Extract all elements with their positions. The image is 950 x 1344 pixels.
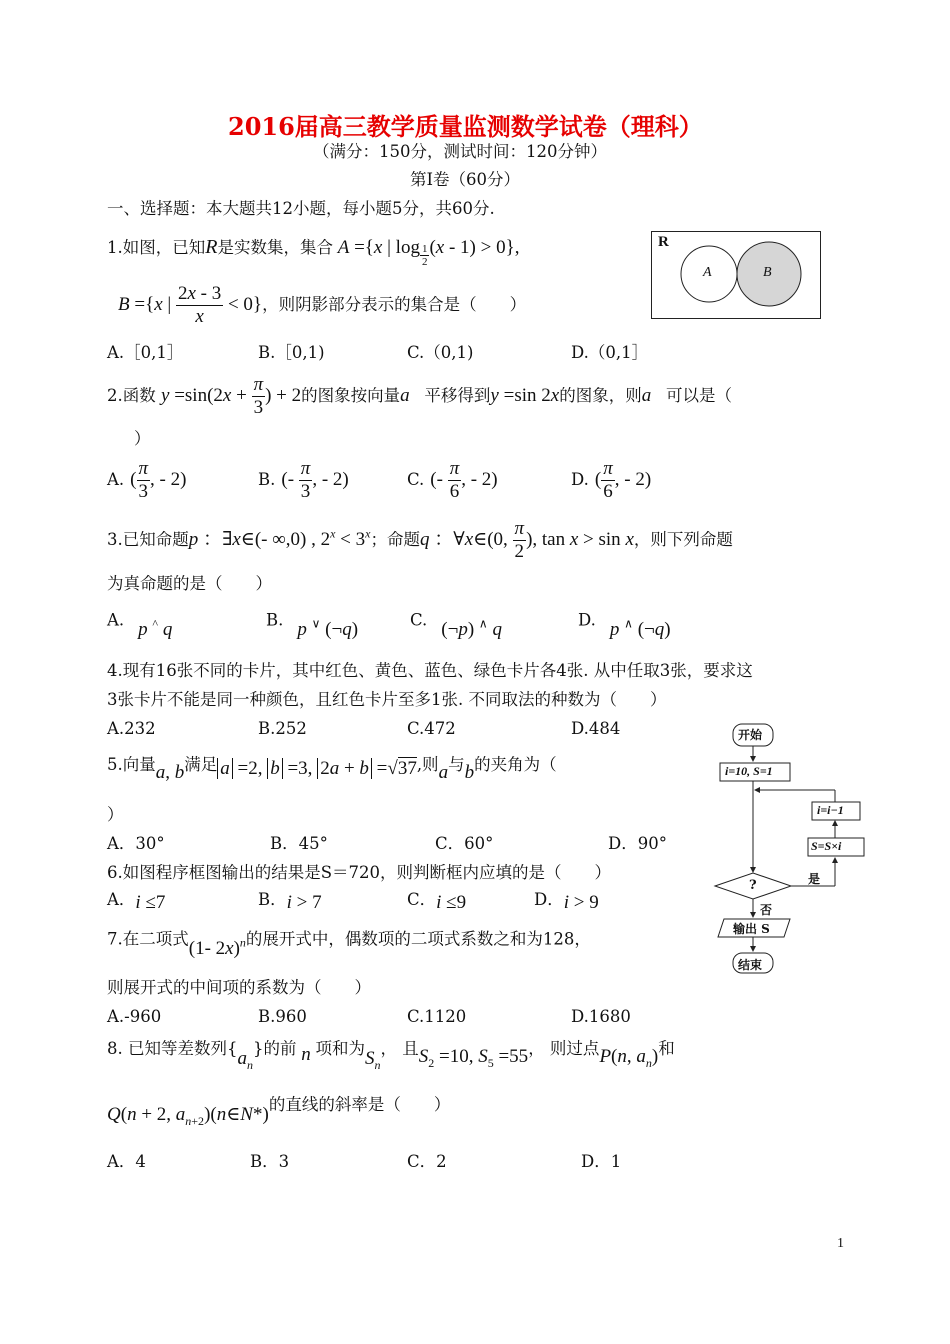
q4-choice-d[interactable]: D.484 — [571, 719, 621, 738]
q4-choice-b[interactable]: B.252 — [258, 719, 307, 738]
venn-diagram — [651, 231, 821, 319]
q1-choice-b[interactable]: B.［0,1) — [258, 343, 325, 362]
q7-choice-d[interactable]: D.1680 — [571, 1007, 631, 1026]
q6-choice-b[interactable]: B．i > 7 — [258, 890, 322, 913]
q1-line1: 1.如图，已知R是实数集，集合 A ={x | log $_{\frac{1}{2}}$ (x - 1) > 0}, — [107, 236, 520, 268]
exam-subtitle: （满分：150分，测试时间：120分钟） — [313, 142, 607, 161]
venn-svg — [652, 232, 820, 318]
q3-line1: 3.已知命题p ：∃x∈(- ∞,0) , $2^x < 3^x$；命题q ：∀x∈(0, $\frac{\pi}{2}$ ), tan x > sin x，则下列命题 — [107, 518, 733, 562]
flowchart — [700, 718, 880, 978]
q7-choice-c[interactable]: C.1120 — [407, 1007, 467, 1026]
q7-line1: 7.在二项式(1- 2x)$^n$的展开式中，偶数项的二项式系数之和为128， — [107, 929, 591, 960]
flow-condition: ? — [749, 878, 757, 893]
q3-line2: 为真命题的是（ ） — [107, 574, 272, 593]
page-title: 2016届高三教学质量监测数学试卷（理科） — [228, 112, 703, 141]
q1-choice-a[interactable]: A.［0,1］ — [107, 343, 184, 362]
vector-a: a⃗ — [400, 384, 425, 406]
q4-line2: 3张卡片不能是同一种颜色，且红色卡片至多1张. 不同取法的种数为（ ） — [107, 690, 667, 709]
flow-multiply: S=S×i — [811, 839, 842, 853]
volume-heading: 第Ⅰ卷（60分） — [410, 170, 521, 189]
q5-choice-d[interactable]: D．90° — [608, 834, 667, 853]
venn-b-label: B — [763, 265, 772, 280]
q1-choice-c[interactable]: C.（0,1) — [407, 343, 474, 362]
flowchart-svg — [700, 718, 880, 978]
section-heading: 一、选择题：本大题共12小题，每小题5分，共60分. — [107, 199, 495, 218]
q6-text: 6.如图程序框图输出的结果是S＝720，则判断框内应填的是（ ） — [107, 863, 612, 882]
q2-choice-a[interactable]: A. ( $\frac{\pi}{3}$ , - 2) — [107, 458, 187, 502]
q1-set-b: B ={x | $\frac{2x - 3}{x}$ < 0} — [118, 283, 263, 327]
flow-no-label: 否 — [760, 903, 773, 917]
q6-choice-d[interactable]: D．i > 9 — [534, 890, 599, 913]
q4-choice-c[interactable]: C.472 — [407, 719, 456, 738]
q5-choice-a[interactable]: A．30° — [107, 834, 165, 853]
q7-line2: 则展开式的中间项的系数为（ ） — [107, 978, 371, 997]
q3-choice-a[interactable]: A. p ^ q — [107, 610, 173, 641]
q3-choice-b[interactable]: B. p ∨ (¬q) — [266, 610, 359, 641]
q8-choice-a[interactable]: A．4 — [107, 1152, 146, 1171]
q3-choice-d[interactable]: D. p ∧ (¬q) — [578, 610, 671, 641]
flow-init: i=10, S=1 — [725, 764, 773, 778]
q6-choice-c[interactable]: C．i ≤9 — [407, 890, 467, 913]
flow-start: 开始 — [738, 728, 763, 742]
q2-choice-b[interactable]: B. (- $\frac{\pi}{3}$ , - 2) — [258, 458, 349, 502]
q5-close-paren: ） — [107, 805, 124, 824]
q2-choice-d[interactable]: D. ( $\frac{\pi}{6}$ , - 2) — [571, 458, 652, 502]
q8-choice-c[interactable]: C．2 — [407, 1152, 447, 1171]
venn-a-label: A — [703, 265, 712, 280]
q5-choice-c[interactable]: C．60° — [435, 834, 494, 853]
q5-line1: 5.向量a, b满足 a =2, b =3, 2a + b =√37,则a与b的夹角为（ — [107, 755, 557, 783]
q5-choice-b[interactable]: B．45° — [270, 834, 328, 853]
q3-choice-c[interactable]: C. (¬p) ∧ q — [410, 610, 502, 641]
q7-choice-a[interactable]: A.-960 — [107, 1007, 162, 1026]
q4-choice-a[interactable]: A.232 — [107, 719, 156, 738]
q1-choice-d[interactable]: D.（0,1］ — [571, 343, 649, 362]
venn-r-label: R — [658, 234, 669, 250]
q2-close-paren: ） — [134, 429, 151, 448]
page-number: 1 — [837, 1236, 844, 1251]
q8-choice-d[interactable]: D．1 — [581, 1152, 622, 1171]
q4-line1: 4.现有16张不同的卡片，其中红色、黄色、蓝色、绿色卡片各4张. 从中任取3张，要求这 — [107, 661, 753, 680]
flow-yes-label: 是 — [808, 872, 821, 886]
q2-choice-c[interactable]: C. (- $\frac{\pi}{6}$ , - 2) — [407, 458, 498, 502]
q1-line2: B ={x | $\frac{2x - 3}{x}$ < 0}，则阴影部分表示的集合是（ ） — [118, 283, 527, 327]
q7-choice-b[interactable]: B.960 — [258, 1007, 307, 1026]
flow-end: 结束 — [738, 958, 763, 972]
q6-choice-a[interactable]: A．i ≤7 — [107, 890, 166, 913]
q2-line1: 2.函数 y =sin(2x + $\frac{\pi}{3}$ ) + 2的图象按向量a⃗平移得到y =sin 2x的图象，则a⃗可以是（ — [107, 374, 732, 418]
flow-decrement: i=i−1 — [817, 803, 844, 817]
flow-output: 输出 S — [733, 922, 770, 936]
q8-line1: 8. 已知等差数列$\{a_n\}$的前 n 项和为$S_n$， 且$S_2 =10$, $S_5 =55$， 则过点P(n, $a_n$)和 — [107, 1039, 675, 1072]
q8-choice-b[interactable]: B．3 — [250, 1152, 290, 1171]
q8-line2: Q(n + 2, $a_{n+2})(n\in N*)$的直线的斜率是（ ） — [107, 1095, 451, 1128]
q1-set-a: A ={x | log $_{\frac{1}{2}}$ (x - 1) > 0}, — [337, 237, 520, 268]
